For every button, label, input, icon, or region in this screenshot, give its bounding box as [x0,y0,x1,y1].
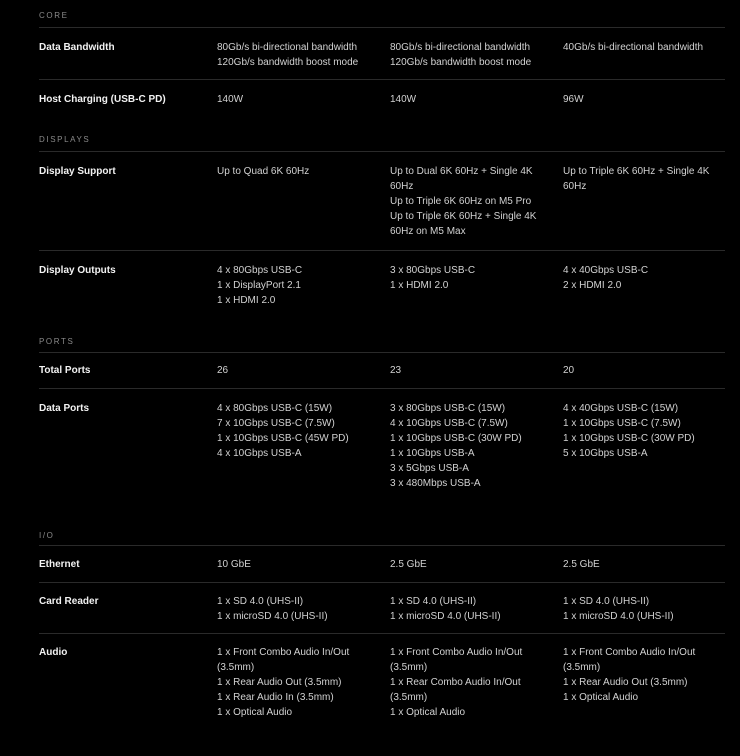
spec-value-line: 2.5 GbE [563,559,600,570]
spec-value-line: 1 x DisplayPort 2.1 [217,280,301,291]
spec-value-line: Up to Triple 6K 60Hz + Single 4K 60Hz [563,166,710,192]
spec-value-line: 5 x 10Gbps USB-A [563,448,648,459]
spec-cell [390,92,548,107]
spec-value-line: Up to Triple 6K 60Hz on M5 Pro [390,196,532,207]
spec-value-line: 96W [563,94,584,105]
spec-cell [563,164,723,194]
spec-label: Data Ports [39,403,90,414]
spec-cell [563,401,723,461]
spec-row-display-outputs [39,251,725,323]
spec-value-line: 40Gb/s bi-directional bandwidth [563,42,704,53]
spec-value-line: 4 x 80Gbps USB-C (15W) [217,403,333,414]
spec-comparison-table [39,0,725,734]
spec-value-line: 3 x 480Mbps USB-A [390,478,481,489]
spec-value-line: 80Gb/s bi-directional bandwidth [217,42,358,53]
spec-value-line: 4 x 10Gbps USB-A [217,448,302,459]
spec-value-line: 1 x 10Gbps USB-C (7.5W) [563,418,681,429]
spec-label: Display Support [39,166,116,177]
spec-value-line: 4 x 10Gbps USB-C (7.5W) [390,418,508,429]
spec-cell [563,363,723,378]
spec-value-line: 23 [390,365,402,376]
spec-value-line: 26 [217,365,229,376]
spec-row-data-ports [39,389,725,514]
spec-cell [390,645,548,720]
spec-value-line: 80Gb/s bi-directional bandwidth [390,42,531,53]
spec-cell [217,40,377,70]
spec-value-line: 140W [390,94,417,105]
spec-cell [563,645,723,705]
spec-row-data-bandwidth [39,28,725,80]
spec-value-line: 3 x 80Gbps USB-C (15W) [390,403,506,414]
spec-value-line: 1 x Optical Audio [217,707,293,718]
spec-label: Audio [39,647,68,658]
spec-value-line: 3 x 80Gbps USB-C [390,265,476,276]
spec-value-line: 1 x HDMI 2.0 [217,295,276,306]
spec-cell [217,557,377,572]
spec-value-line: 140W [217,94,244,105]
spec-label: Host Charging (USB-C PD) [39,94,166,105]
spec-value-line: 4 x 80Gbps USB-C [217,265,303,276]
spec-value-line: 1 x Front Combo Audio In/Out (3.5mm) [217,647,350,673]
section-header-io [39,514,725,546]
section-title: I/O [39,531,55,540]
spec-row-ethernet [39,546,725,583]
section-header-displays [39,124,725,152]
spec-value-line: 2 x HDMI 2.0 [563,280,622,291]
spec-row-host-charging [39,80,725,124]
spec-value-line: 1 x Rear Audio Out (3.5mm) [217,677,342,688]
spec-cell [563,557,723,572]
spec-cell [217,645,377,720]
spec-value-line: 1 x Optical Audio [563,692,639,703]
spec-value-line: 1 x 10Gbps USB-C (30W PD) [390,433,522,444]
spec-value-line: 1 x SD 4.0 (UHS-II) [217,596,304,607]
spec-label: Total Ports [39,365,91,376]
spec-value-line: 120Gb/s bandwidth boost mode [390,57,532,68]
spec-row-card-reader [39,583,725,634]
spec-cell [390,164,548,239]
spec-value-line: Up to Quad 6K 60Hz [217,166,310,177]
spec-cell [217,363,377,378]
spec-cell [217,92,377,107]
spec-value-line: 1 x microSD 4.0 (UHS-II) [217,611,328,622]
section-title: CORE [39,11,69,20]
section-header-core [39,0,725,28]
spec-value-line: 1 x Front Combo Audio In/Out (3.5mm) [390,647,523,673]
spec-value-line: 20 [563,365,575,376]
spec-label: Ethernet [39,559,80,570]
section-header-ports [39,323,725,353]
spec-value-line: 1 x HDMI 2.0 [390,280,449,291]
spec-cell [390,557,548,572]
spec-row-total-ports [39,353,725,389]
spec-cell [390,40,548,70]
spec-value-line: 4 x 40Gbps USB-C [563,265,649,276]
spec-value-line: 120Gb/s bandwidth boost mode [217,57,359,68]
spec-value-line: 1 x Optical Audio [390,707,466,718]
section-title: PORTS [39,337,75,346]
spec-cell [563,594,723,624]
spec-cell [390,263,548,293]
spec-value-line: 1 x 10Gbps USB-A [390,448,475,459]
spec-cell [217,401,377,461]
spec-value-line: 1 x 10Gbps USB-C (45W PD) [217,433,349,444]
spec-cell [390,594,548,624]
spec-value-line: 1 x Rear Audio In (3.5mm) [217,692,334,703]
spec-value-line: 1 x microSD 4.0 (UHS-II) [563,611,674,622]
spec-label: Data Bandwidth [39,42,115,53]
spec-value-line: 1 x SD 4.0 (UHS-II) [563,596,650,607]
spec-value-line: 3 x 5Gbps USB-A [390,463,469,474]
spec-label: Card Reader [39,596,99,607]
spec-cell [563,40,723,55]
spec-cell [390,401,548,491]
spec-cell [217,164,377,179]
spec-cell [563,263,723,293]
spec-value-line: 1 x Front Combo Audio In/Out (3.5mm) [563,647,696,673]
spec-value-line: 1 x SD 4.0 (UHS-II) [390,596,477,607]
spec-value-line: 7 x 10Gbps USB-C (7.5W) [217,418,335,429]
spec-cell [563,92,723,107]
spec-row-audio [39,634,725,734]
spec-value-line: Up to Dual 6K 60Hz + Single 4K 60Hz [390,166,533,192]
spec-value-line: 1 x microSD 4.0 (UHS-II) [390,611,501,622]
spec-value-line: 10 GbE [217,559,251,570]
spec-cell [390,363,548,378]
spec-value-line: 1 x 10Gbps USB-C (30W PD) [563,433,695,444]
spec-value-line: 1 x Rear Combo Audio In/Out (3.5mm) [390,677,521,703]
spec-label: Display Outputs [39,265,116,276]
spec-cell [217,594,377,624]
spec-value-line: 2.5 GbE [390,559,427,570]
section-title: DISPLAYS [39,135,91,144]
spec-value-line: 1 x Rear Audio Out (3.5mm) [563,677,688,688]
spec-value-line: Up to Triple 6K 60Hz + Single 4K 60Hz on M5 Max [390,211,537,237]
spec-value-line: 4 x 40Gbps USB-C (15W) [563,403,679,414]
spec-cell [217,263,377,308]
spec-row-display-support [39,152,725,251]
